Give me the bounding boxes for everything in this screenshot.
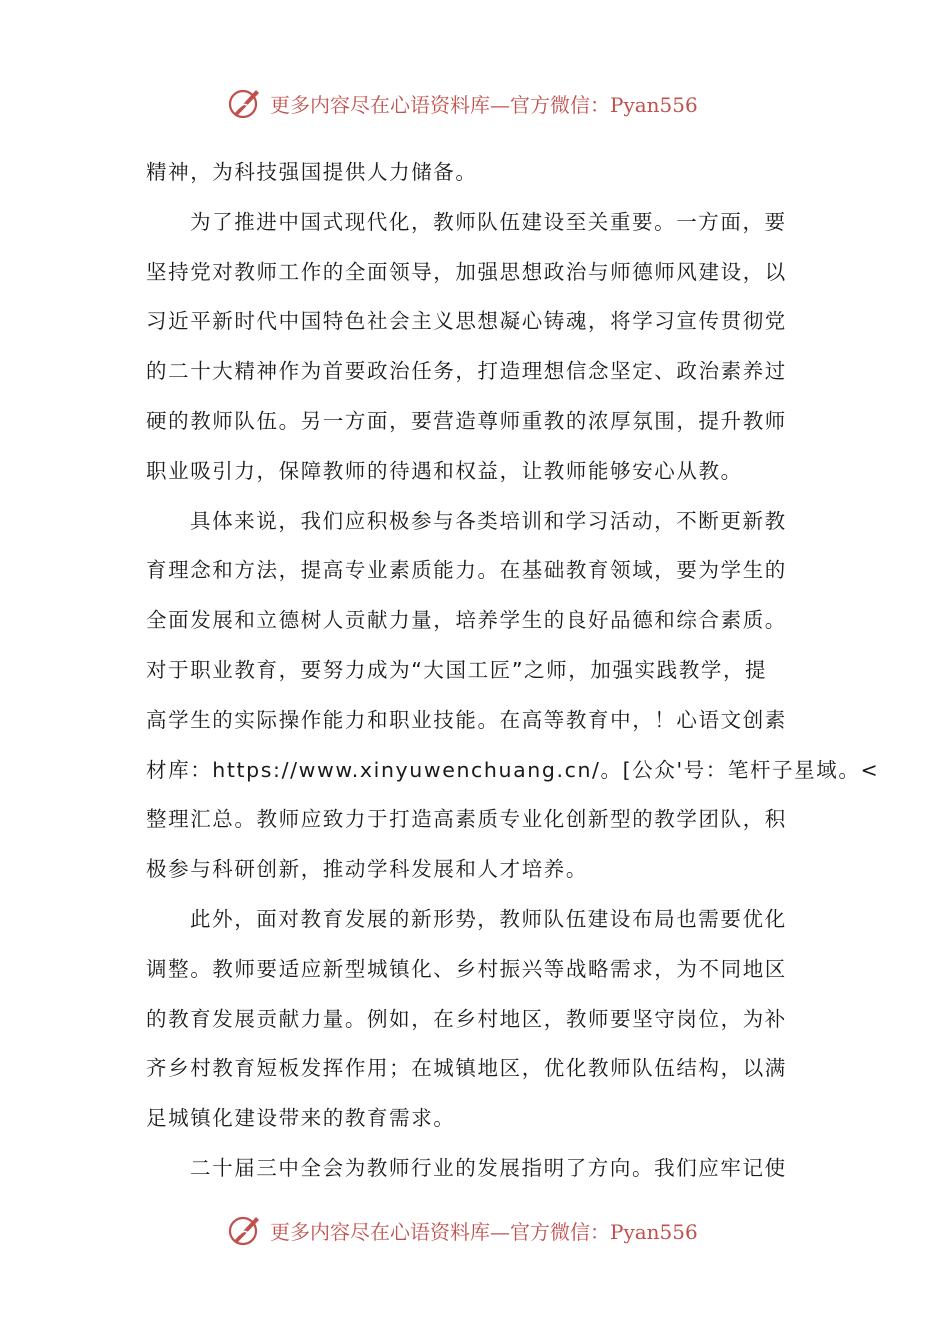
footer-banner bbox=[226, 1210, 698, 1250]
text-line: 二十届三中全会为教师行业的发展指明了方向。我们应牢记使 bbox=[190, 1155, 787, 1180]
text-line: 习近平新时代中国特色社会主义思想凝心铸魂，将学习宣传贯彻党 bbox=[146, 309, 787, 334]
text-line: 硬的教师队伍。另一方面，要营造尊师重教的浓厚氛围，提升教师 bbox=[146, 408, 787, 433]
text-line: 材库：https://www.xinyuwenchuang.cn/。[公众'号：笔杆子星域。< bbox=[146, 757, 880, 782]
header-banner-text: 更多内容尽在心语资料库—官方微信：Pyan556 bbox=[270, 92, 698, 117]
text-line: 全面发展和立德树人贡献力量，培养学生的良好品德和综合素质。 bbox=[146, 608, 787, 633]
text-line: 整理汇总。教师应致力于打造高素质专业化创新型的教学团队，积 bbox=[146, 807, 787, 832]
text-line: 为了推进中国式现代化，教师队伍建设至关重要。一方面，要 bbox=[190, 209, 787, 234]
text-line: 育理念和方法，提高专业素质能力。在基础教育领域，要为学生的 bbox=[146, 558, 787, 583]
text-line: 精神，为科技强国提供人力储备。 bbox=[146, 160, 478, 184]
text-line: 调整。教师要适应新型城镇化、乡村振兴等战略需求，为不同地区 bbox=[146, 956, 787, 981]
text-line: 坚持党对教师工作的全面领导，加强思想政治与师德师风建设，以 bbox=[146, 259, 787, 284]
text-line: 具体来说，我们应积极参与各类培训和学习活动，不断更新教 bbox=[190, 508, 787, 533]
text-line: 极参与科研创新，推动学科发展和人才培养。 bbox=[146, 857, 588, 882]
pen-logo-icon bbox=[226, 1211, 264, 1249]
document-body bbox=[146, 148, 880, 1194]
text-line: 足城镇化建设带来的教育需求。 bbox=[146, 1106, 456, 1131]
header-banner bbox=[226, 83, 698, 123]
text-line: 的教育发展贡献力量。例如，在乡村地区，教师要坚守岗位，为补 bbox=[146, 1006, 787, 1031]
text-line: 的二十大精神作为首要政治任务，打造理想信念坚定、政治素养过 bbox=[146, 359, 787, 384]
pen-logo-icon bbox=[226, 84, 264, 122]
footer-banner-text: 更多内容尽在心语资料库—官方微信：Pyan556 bbox=[270, 1219, 698, 1244]
text-line: 高学生的实际操作能力和职业技能。在高等教育中，！心语文创素 bbox=[146, 707, 787, 732]
text-line: 对于职业教育，要努力成为“大国工匠”之师，加强实践教学，提 bbox=[146, 657, 768, 682]
text-line: 齐乡村教育短板发挥作用；在城镇地区，优化教师队伍结构，以满 bbox=[146, 1056, 787, 1081]
text-line: 职业吸引力，保障教师的待遇和权益，让教师能够安心从教。 bbox=[146, 458, 743, 483]
text-line: 此外，面对教育发展的新形势，教师队伍建设布局也需要优化 bbox=[190, 906, 787, 931]
